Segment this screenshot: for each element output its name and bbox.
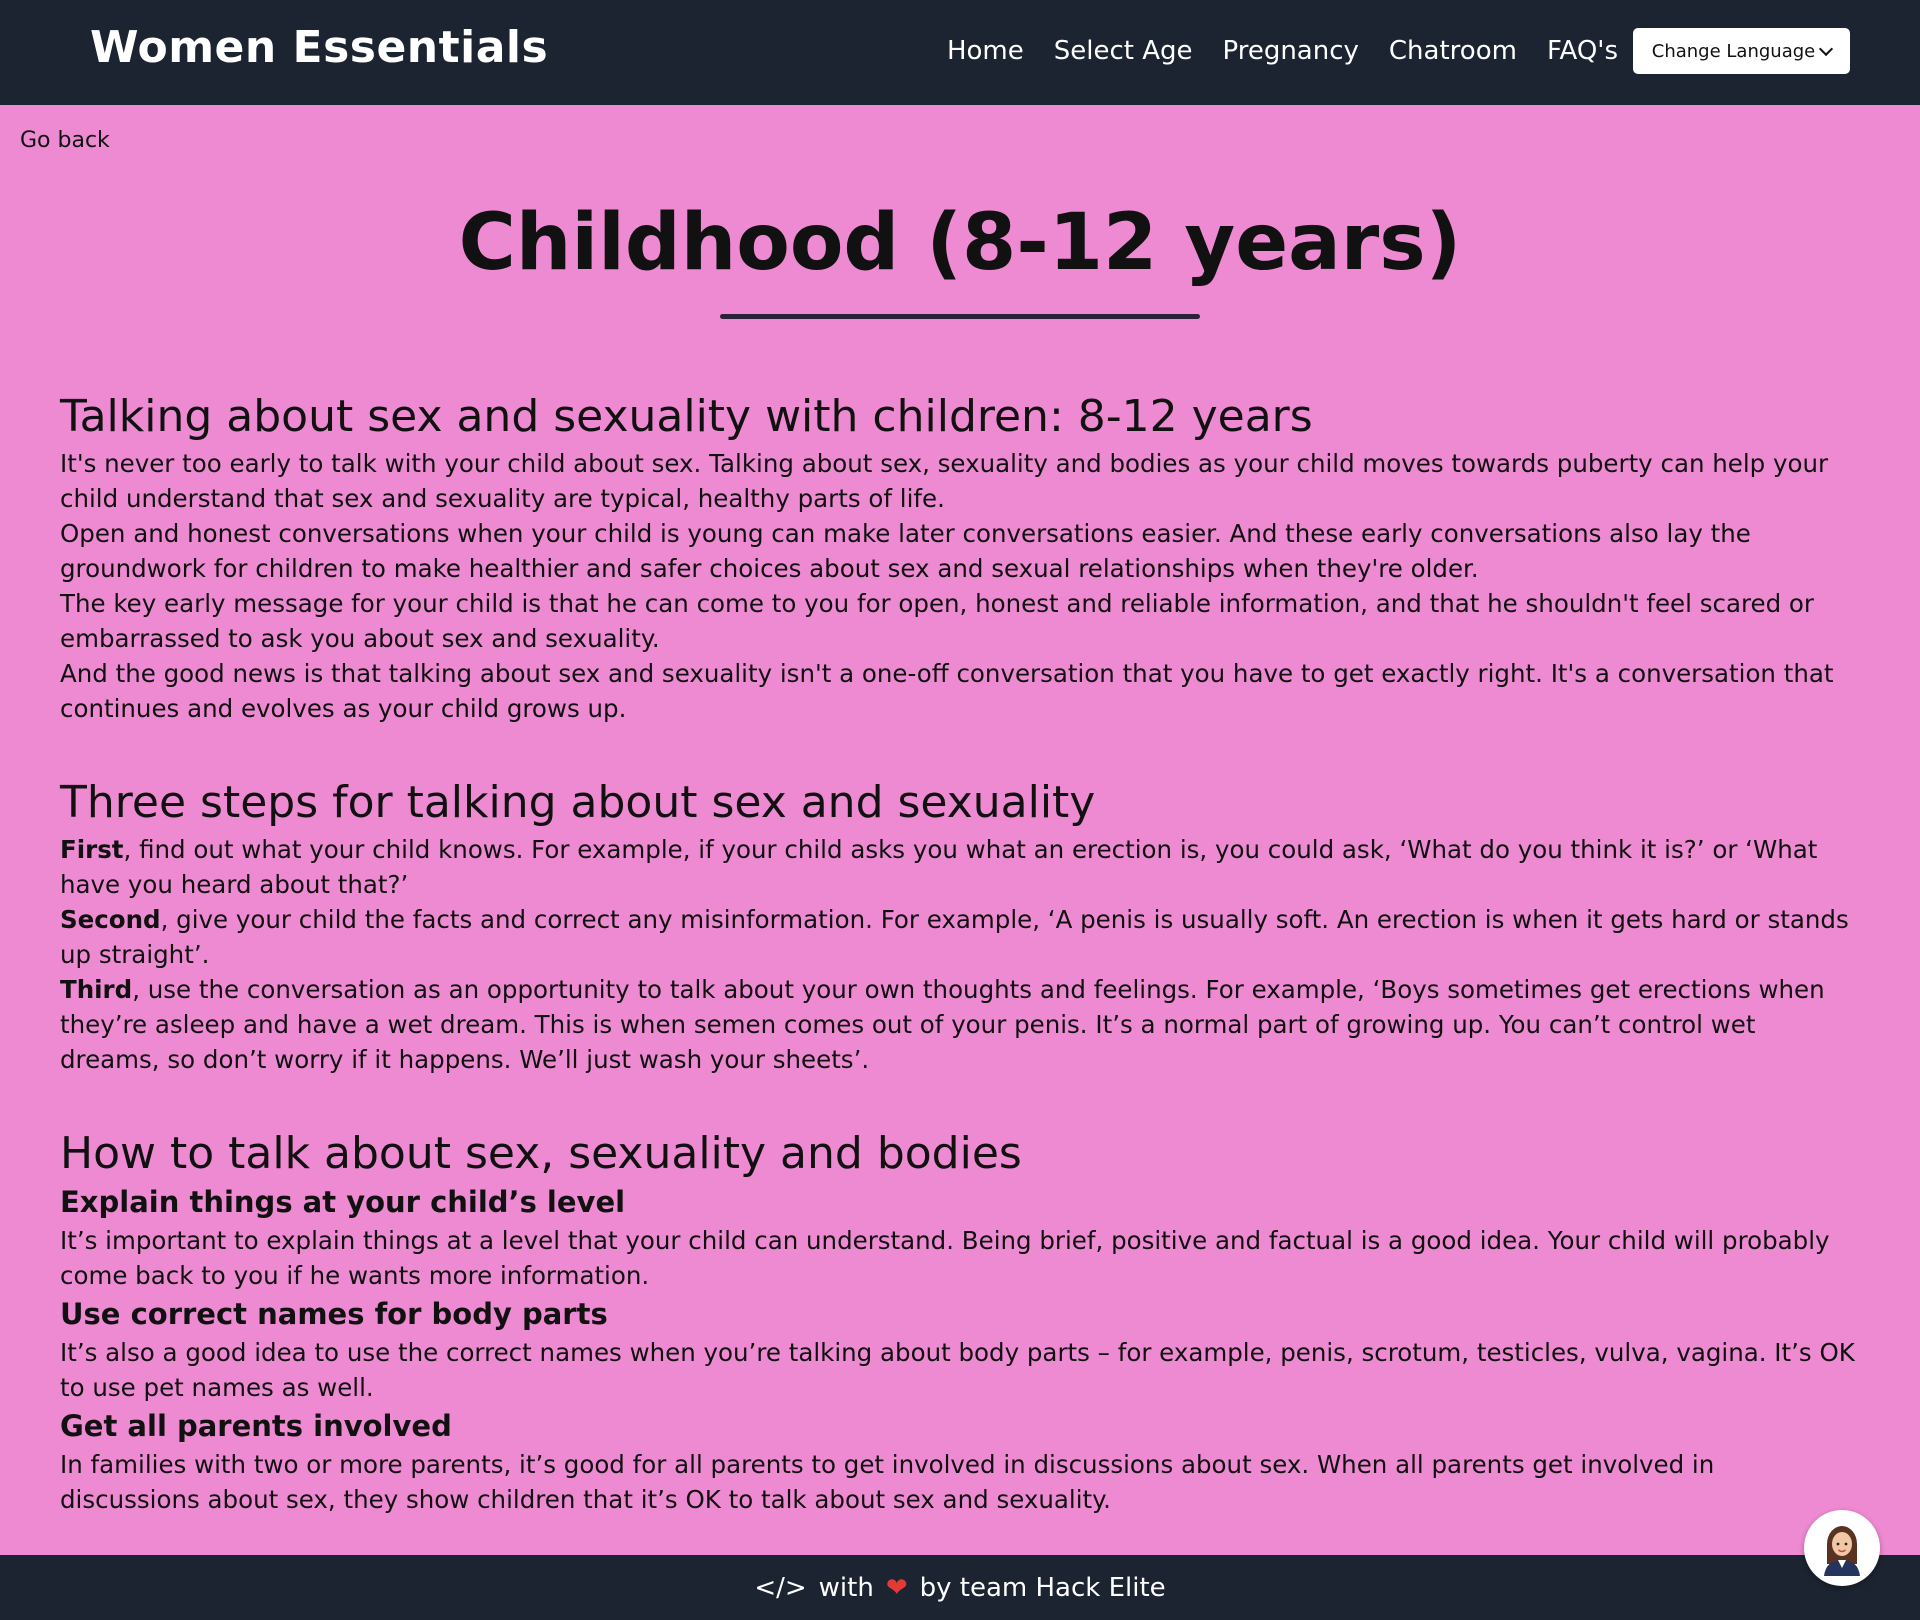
navbar <box>0 0 1920 105</box>
section-talking <box>60 390 1860 726</box>
step-label: First <box>60 835 124 864</box>
nav-pregnancy[interactable]: Pregnancy <box>1222 36 1359 66</box>
code-icon: </> <box>754 1572 807 1603</box>
section-how-to-talk <box>60 1127 1860 1517</box>
step-first <box>60 832 1860 902</box>
step-text: , find out what your child knows. For example, if your child asks you what an erection is, you could ask, ‘What do you think it is?’ or ‘What have you heard about that?’ <box>60 835 1818 899</box>
chevron-down-icon <box>1819 41 1833 55</box>
nav-chatroom[interactable]: Chatroom <box>1388 36 1517 66</box>
section-three-steps <box>60 776 1860 1077</box>
paragraph: It's never too early to talk with your child about sex. Talking about sex, sexuality and bodies as your child moves towards puberty can help your child understand that sex and sexuality are typical, healthy parts of life. <box>60 449 1829 513</box>
page-title: Childhood (8-12 years) <box>458 198 1462 288</box>
change-language-label: Change Language <box>1651 40 1816 62</box>
chatbot-avatar-button[interactable] <box>1804 1510 1880 1586</box>
step-second <box>60 902 1860 972</box>
subsection-title: Explain things at your child’s level <box>60 1185 626 1219</box>
section-heading: Three steps for talking about sex and sexuality <box>60 777 1096 828</box>
section-heading: How to talk about sex, sexuality and bodies <box>60 1128 1022 1179</box>
step-third <box>60 972 1860 1077</box>
paragraph: In families with two or more parents, it’s good for all parents to get involved in discussions about sex. When all parents get involved in discussions about sex, they show children that it’s OK to talk about sex and sexuality. <box>60 1450 1715 1514</box>
nav-links <box>947 28 1850 74</box>
paragraph: It’s important to explain things at a level that your child can understand. Being brief, positive and factual is a good idea. Your child will probably come back to you if he wants more information. <box>60 1226 1830 1290</box>
nav-home[interactable]: Home <box>946 36 1024 66</box>
subsection-title: Use correct names for body parts <box>60 1297 608 1331</box>
paragraph: It’s also a good idea to use the correct names when you’re talking about body parts – for example, penis, scrotum, testicles, vulva, vagina. It’s OK to use pet names as well. <box>60 1338 1855 1402</box>
title-underline <box>720 314 1200 319</box>
footer-credit: by team Hack Elite <box>919 1572 1166 1603</box>
footer-with: with <box>818 1572 874 1603</box>
nav-select-age[interactable]: Select Age <box>1053 36 1193 66</box>
step-text: , use the conversation as an opportunity to talk about your own thoughts and feelings. For example, ‘Boys sometimes get erections when they’re asleep and have a wet dream. This is when semen comes out of your penis. It’s a normal part of growing up. You can’t control wet dreams, so don’t worry if it happens. We’ll just wash your sheets’. <box>60 975 1825 1074</box>
heart-icon: ❤ <box>885 1572 908 1603</box>
woman-avatar-icon <box>1814 1520 1870 1576</box>
brand-logo[interactable]: Women Essentials <box>90 22 549 73</box>
paragraph: Open and honest conversations when your child is young can make later conversations easier. And these early conversations also lay the groundwork for children to make healthier and safer choices about sex and sexual relationships when they're older. <box>60 519 1751 583</box>
step-label: Second <box>60 905 161 934</box>
paragraph: The key early message for your child is that he can come to you for open, honest and reliable information, and that he shouldn't feel scared or embarrassed to ask you about sex and sexuality. <box>60 589 1814 653</box>
subsection-title: Get all parents involved <box>60 1409 452 1443</box>
section-heading: Talking about sex and sexuality with children: 8-12 years <box>60 391 1313 442</box>
main-content <box>60 390 1860 1567</box>
go-back-link[interactable]: Go back <box>20 128 110 153</box>
nav-faqs[interactable]: FAQ's <box>1546 36 1618 66</box>
step-label: Third <box>60 975 133 1004</box>
paragraph: And the good news is that talking about sex and sexuality isn't a one-off conversation that you have to get exactly right. It's a conversation that continues and evolves as your child grows up. <box>60 659 1834 723</box>
change-language-button[interactable] <box>1633 28 1850 74</box>
step-text: , give your child the facts and correct any misinformation. For example, ‘A penis is usually soft. An erection is when it gets hard or stands up straight’. <box>60 905 1849 969</box>
footer <box>0 1555 1920 1620</box>
